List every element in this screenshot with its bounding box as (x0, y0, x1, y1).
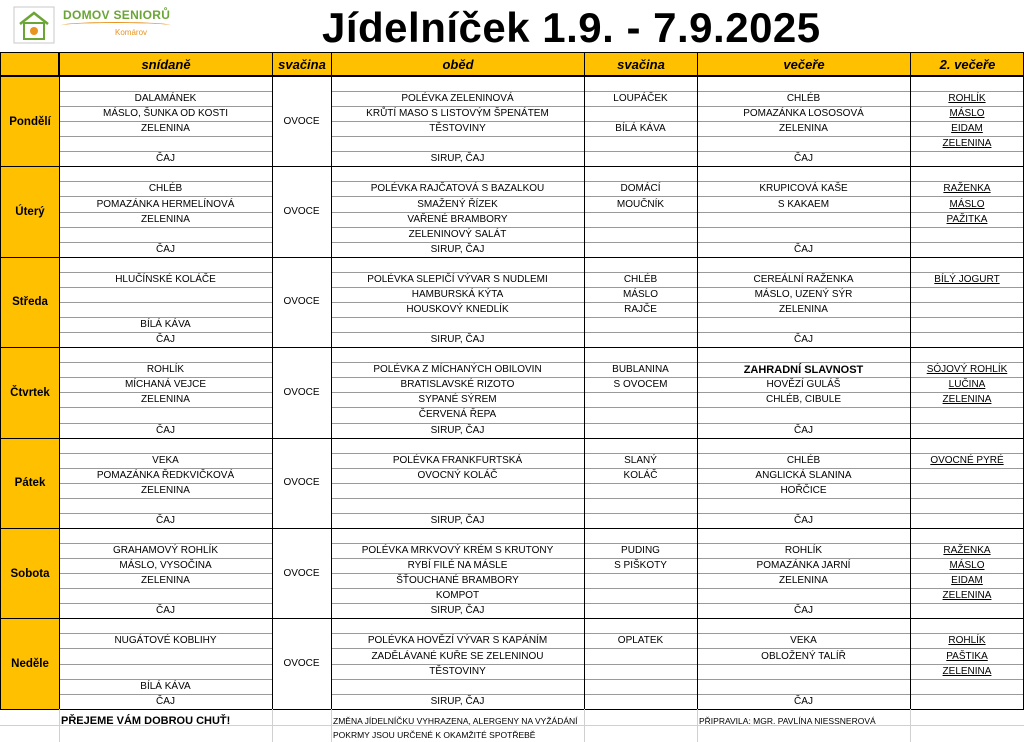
day-divider (59, 166, 1024, 167)
menu-item: HOVĚZÍ GULÁŠ (766, 379, 841, 391)
menu-item: HOŘČICE (780, 484, 827, 496)
day-divider (59, 618, 1024, 619)
col-line (59, 76, 60, 709)
day-divider (59, 528, 1024, 529)
day-divider (59, 257, 1024, 258)
menu-item: ZELENINA (141, 484, 190, 496)
logo-name: DOMOV SENIORŮ (63, 8, 171, 22)
col-header-snack1: svačina (272, 52, 332, 76)
menu-item: ZELENINA (942, 394, 992, 406)
morning-snack-cell: OVOCE (283, 477, 320, 489)
menu-item: BÍLÝ JOGURT (934, 273, 1000, 285)
menu-item: ZELENINA (779, 303, 828, 315)
row-line (331, 679, 1024, 680)
menu-item: ZELENINA (942, 138, 992, 150)
menu-item: ZELENINA (141, 575, 190, 587)
morning-snack-cell: OVOCE (283, 296, 320, 308)
morning-snack-cell: OVOCE (283, 206, 320, 218)
menu-item: POLÉVKA MRKVOVÝ KRÉM S KRUTONY (361, 545, 554, 557)
col-header-dinner: večeře (697, 52, 911, 76)
row-line (59, 302, 272, 303)
day-label: Úterý (0, 166, 60, 257)
menu-item: HAMBURSKÁ KÝTA (411, 288, 504, 300)
day-divider (59, 76, 1024, 77)
row-line (59, 227, 272, 228)
col-line (584, 76, 585, 709)
menu-item: ČERVENÁ ŘEPA (418, 409, 497, 421)
col-header-dinner2: 2. večeře (910, 52, 1024, 76)
menu-item: BÍLÁ KÁVA (140, 319, 191, 331)
menu-item: ČAJ (156, 153, 175, 165)
menu-item: ZELENINA (942, 665, 992, 677)
menu-item: BUBLANINA (612, 364, 669, 376)
menu-item: LUČINA (948, 379, 986, 391)
col-line (272, 76, 273, 709)
menu-item: POMAZÁNKA JARNÍ (756, 560, 851, 572)
day-label: Čtvrtek (0, 347, 60, 438)
menu-item: ZELENINA (942, 590, 992, 602)
menu-item: EIDAM (951, 123, 983, 135)
menu-item: MÁSLO (622, 288, 658, 300)
menu-item: POLÉVKA RAJČATOVÁ S BAZALKOU (370, 183, 545, 195)
menu-item: KOMPOT (435, 590, 480, 602)
menu-item: ZELENINOVÝ SALÁT (408, 228, 507, 240)
menu-item: BÍLÁ KÁVA (615, 123, 666, 135)
menu-item: ČAJ (794, 334, 813, 346)
menu-item: ČAJ (156, 514, 175, 526)
menu-item: PAŠTIKA (946, 650, 988, 662)
menu-item: ČAJ (794, 605, 813, 617)
menu-item: ZELENINA (141, 213, 190, 225)
menu-item: EIDAM (951, 575, 983, 587)
menu-item: POMAZÁNKA ŘEDKVIČKOVÁ (96, 469, 235, 481)
menu-item: MÁSLO, VYSOČINA (119, 560, 212, 572)
table-bottom (0, 709, 1024, 710)
consumption-note: POKRMY JSOU URČENÉ K OKAMŽITÉ SPOTŘEBĚ (333, 729, 536, 740)
row-line (59, 498, 272, 499)
menu-item: ČAJ (156, 334, 175, 346)
menu-item: OVOCNÉ PYRÉ (930, 454, 1004, 466)
menu-item: MÁSLO, ŠUNKA OD KOSTI (102, 108, 229, 120)
menu-item: CHLÉB (786, 454, 821, 466)
menu-item: MOUČNÍK (616, 198, 665, 210)
menu-item: SIRUP, ČAJ (430, 695, 485, 707)
day-divider (59, 347, 1024, 348)
col-line (697, 76, 698, 709)
col-line (331, 76, 332, 709)
menu-item: TĚSTOVINY (429, 665, 486, 677)
day-label: Pátek (0, 438, 60, 529)
menu-item: PAŽITKA (946, 213, 988, 225)
menu-item: SLANÝ (624, 454, 657, 466)
menu-item: ZELENINA (141, 394, 190, 406)
menu-item: POLÉVKA SLEPIČÍ VÝVAR S NUDLEMI (367, 273, 548, 285)
day-label: Sobota (0, 528, 60, 619)
menu-item: MÁSLO, UZENÝ SÝR (754, 288, 853, 300)
menu-item: ZELENINA (141, 123, 190, 135)
morning-snack-cell: OVOCE (283, 386, 320, 398)
menu-item: MÁSLO (949, 108, 985, 120)
menu-item: ROHLÍK (948, 93, 986, 105)
page-title: Jídelníček 1.9. - 7.9.2025 (322, 4, 821, 51)
row-line (331, 317, 1024, 318)
row-line (59, 664, 272, 665)
menu-item: CHLÉB (786, 93, 821, 105)
menu-item: RYBÍ FILÉ NA MÁSLE (407, 560, 508, 572)
menu-item: ČAJ (156, 695, 175, 707)
menu-item: SIRUP, ČAJ (430, 605, 485, 617)
menu-item: VEKA (152, 454, 179, 466)
menu-item: ČAJ (794, 424, 813, 436)
menu-item: LOUPÁČEK (613, 93, 668, 105)
menu-item: ZELENINA (779, 575, 828, 587)
menu-item: S PIŠKOTY (614, 560, 667, 572)
prepared-by: PŘIPRAVILA: MGR. PAVLÍNA NIESSNEROVÁ (699, 715, 876, 726)
menu-item: KRUPICOVÁ KAŠE (759, 183, 848, 195)
menu-item: SIRUP, ČAJ (430, 424, 485, 436)
menu-item: ROHLÍK (146, 364, 185, 376)
menu-item: PUDING (621, 545, 660, 557)
menu-item: ČAJ (156, 243, 175, 255)
menu-item: NUGÁTOVÉ KOBLIHY (114, 635, 217, 647)
menu-item: SÓJOVÝ ROHLÍK (926, 364, 1008, 376)
menu-item: CHLÉB, CIBULE (765, 394, 842, 406)
menu-item: VAŘENÉ BRAMBORY (407, 213, 508, 225)
menu-item: OBLOŽENÝ TALÍŘ (761, 650, 846, 662)
menu-item: ROHLÍK (784, 545, 823, 557)
menu-item: ČAJ (794, 514, 813, 526)
row-line (331, 483, 1024, 484)
menu-item: KOLÁČ (623, 469, 658, 481)
menu-item: S OVOCEM (613, 379, 668, 391)
menu-item: ČAJ (794, 695, 813, 707)
menu-item: POLÉVKA HOVĚZÍ VÝVAR S KAPÁNÍM (367, 635, 548, 647)
menu-item: SIRUP, ČAJ (430, 514, 485, 526)
menu-item: ČAJ (794, 243, 813, 255)
menu-item: RAJČE (624, 303, 657, 315)
menu-item: MÁSLO (949, 560, 985, 572)
day-label: Pondělí (0, 76, 60, 167)
menu-item: ČAJ (794, 153, 813, 165)
menu-item: SMAŽENÝ ŘÍZEK (417, 198, 498, 210)
menu-item: OPLATEK (617, 635, 664, 647)
menu-item: CHLÉB (623, 273, 658, 285)
morning-snack-cell: OVOCE (283, 567, 320, 579)
menu-item: ŠŤOUCHANÉ BRAMBORY (396, 575, 519, 587)
day-label: Středa (0, 257, 60, 348)
header-corner (0, 52, 59, 76)
house-icon (13, 6, 55, 44)
col-header-breakfast: snídaně (59, 52, 273, 76)
greeting-text: PŘEJEME VÁM DOBROU CHUŤ! (61, 714, 231, 727)
menu-item: CEREÁLNÍ RAŽENKA (753, 273, 854, 285)
menu-item: DOMÁCÍ (620, 183, 661, 195)
menu-item: BÍLÁ KÁVA (140, 680, 191, 692)
col-header-snack2: svačina (584, 52, 698, 76)
menu-item: S KAKAEM (777, 198, 830, 210)
menu-item: OVOCNÝ KOLÁČ (417, 469, 498, 481)
menu-item: VEKA (790, 635, 817, 647)
menu-item: SIRUP, ČAJ (430, 153, 485, 165)
menu-item: ČAJ (156, 424, 175, 436)
menu-item: KRŮTÍ MASO S LISTOVÝM ŠPENÁTEM (366, 108, 549, 120)
logo-subtitle: Komárov (115, 28, 148, 37)
menu-item: SIRUP, ČAJ (430, 334, 485, 346)
menu-item: ZELENINA (779, 123, 828, 135)
menu-item: ROHLÍK (948, 635, 986, 647)
menu-item: ČAJ (156, 605, 175, 617)
row-line (331, 498, 1024, 499)
morning-snack-cell: OVOCE (283, 115, 320, 127)
row-line (59, 287, 272, 288)
menu-item: RAŽENKA (943, 545, 991, 557)
menu-item: RAŽENKA (943, 183, 991, 195)
menu-item: POLÉVKA FRANKFURTSKÁ (392, 454, 523, 466)
menu-item: HLUČÍNSKÉ KOLÁČE (115, 273, 216, 285)
menu-item: ANGLICKÁ SLANINA (755, 469, 852, 481)
menu-item: GRAHAMOVÝ ROHLÍK (112, 545, 219, 557)
menu-item: SIRUP, ČAJ (430, 243, 485, 255)
menu-item: ZADĚLÁVANÉ KUŘE SE ZELENINOU (371, 650, 544, 662)
menu-item: CHLÉB (148, 183, 183, 195)
changes-note: ZMĚNA JÍDELNÍČKU VYHRAZENA, ALERGENY NA VYŽÁDÁNÍ (333, 715, 578, 726)
menu-item: HOUSKOVÝ KNEDLÍK (406, 303, 509, 315)
col-header-lunch: oběd (331, 52, 585, 76)
menu-item: POMAZÁNKA LOSOSOVÁ (743, 108, 864, 120)
morning-snack-cell: OVOCE (283, 658, 320, 670)
menu-item: POMAZÁNKA HERMELÍNOVÁ (96, 198, 235, 210)
menu-item: TĚSTOVINY (429, 123, 486, 135)
menu-item: BRATISLAVSKÉ RIZOTO (400, 379, 515, 391)
day-divider (59, 438, 1024, 439)
menu-item: DALAMÁNEK (134, 93, 197, 105)
menu-item: MÍCHANÁ VEJCE (124, 379, 207, 391)
menu-item: ZAHRADNÍ SLAVNOST (743, 363, 864, 376)
day-label: Neděle (0, 618, 60, 709)
menu-item: MÁSLO (949, 198, 985, 210)
col-line (910, 76, 911, 709)
menu-item: SYPANÉ SÝREM (418, 394, 497, 406)
logo (13, 6, 183, 44)
menu-item: POLÉVKA ZELENINOVÁ (401, 93, 514, 105)
menu-item: POLÉVKA Z MÍCHANÝCH OBILOVIN (373, 364, 542, 376)
